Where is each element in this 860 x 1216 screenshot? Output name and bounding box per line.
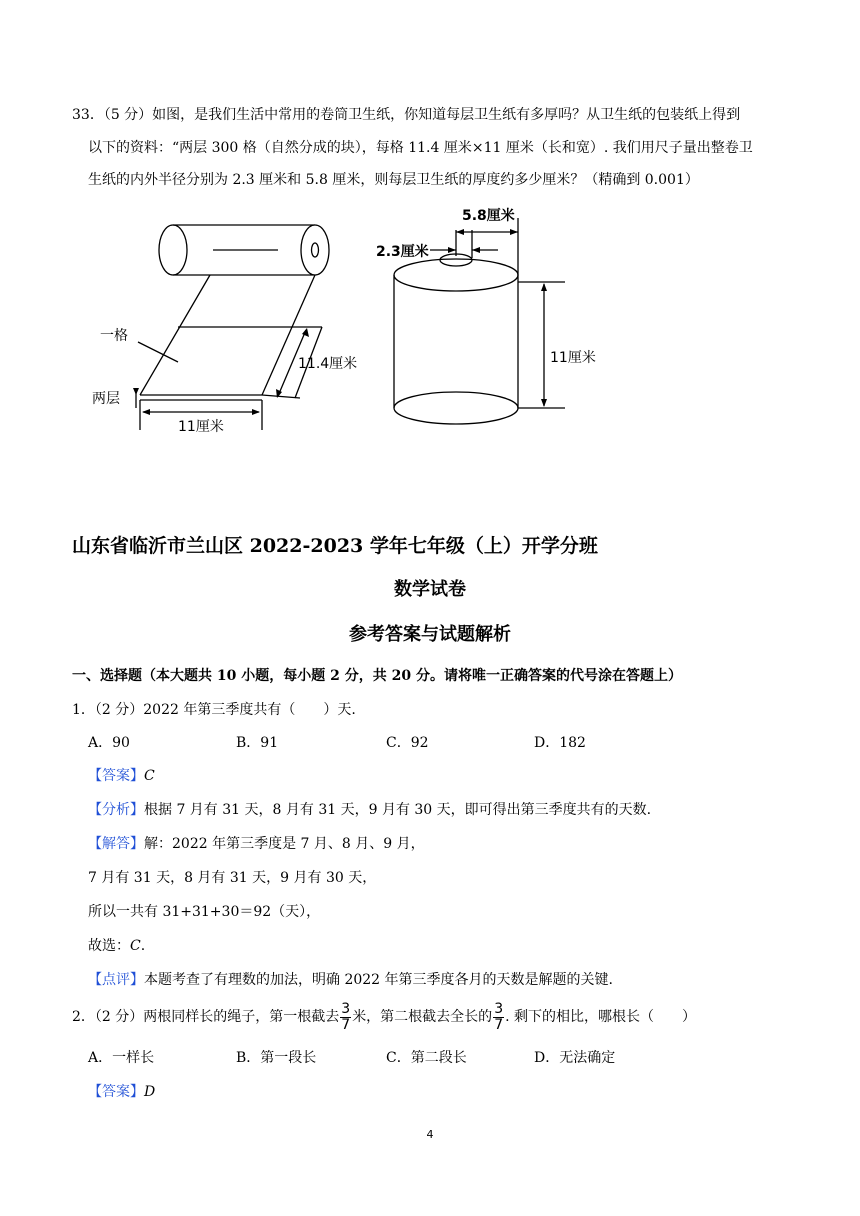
q2-stem-b: 米，第二根截去全长的 [352,1009,493,1025]
q1-stem: 1．（2 分）2022 年第三季度共有（ ）天. [72,702,356,718]
q2-option-b: B．第一段长 [236,1050,317,1066]
label-yige: 一格 [100,328,128,344]
analysis-text: 根据 7 月有 31 天，8 月有 31 天，9 月有 30 天，即可得出第三季度共有的天数. [144,802,652,818]
label-inner-radius: 2.3厘米 [376,244,429,260]
label-height: 11厘米 [550,350,596,366]
toilet-paper-figure [90,200,630,440]
q1-analysis [88,800,651,820]
q2-stem [72,1000,696,1034]
q1-solution-line-3: 所以一共有 31+31+30＝92（天）， [88,904,321,920]
q33-line-1: 33．（5 分）如图，是我们生活中常用的卷筒卫生纸，你知道每层卫生纸有多厚吗？从卫生纸的包装纸上得到 [72,107,741,123]
q1-option-c: C．92 [386,735,429,751]
label-liangceng: 两层 [92,391,120,407]
q2-answer [88,1082,155,1102]
answer-tag: 【答案】 [88,768,144,784]
q1-answer [88,766,155,786]
section-heading: 一、选择题（本大题共 10 小题，每小题 2 分，共 20 分。请将唯一正确答案的代号涂在答题上） [72,668,682,684]
comment-text: 本题考查了有理数的加法，明确 2022 年第三季度各月的天数是解题的关键. [144,972,613,988]
q1-comment [88,970,613,990]
q1-option-d: D．182 [534,735,586,751]
answer-value: C [144,768,155,784]
solution-text-1: 解：2022 年第三季度是 7 月、8 月、9 月， [144,836,425,852]
q1-option-a: A．90 [88,735,130,751]
analysis-tag: 【分析】 [88,802,144,818]
label-length-11-4: 11.4厘米 [298,356,358,372]
solution-4-choice: C [130,938,141,954]
fraction-1-numerator: 3 [341,1000,351,1017]
page-number: 4 [426,1128,434,1141]
q1-solution-line-2: 7 月有 31 天，8 月有 31 天，9 月有 30 天， [88,870,377,886]
q33-line-3: 生纸的内外半径分别为 2.3 厘米和 5.8 厘米，则每层卫生纸的厚度约多少厘米？（精确到 0.001） [88,172,699,188]
q33-line-2: 以下的资料：“两层 300 格（自然分成的块），每格 11.4 厘米×11 厘米（长和宽）. 我们用尺子量出整卷卫 [88,140,753,156]
q2-option-c: C．第二段长 [386,1050,467,1066]
q2-stem-c: . 剩下的相比，哪根长（ ） [505,1009,697,1025]
fraction-2-numerator: 3 [494,1000,504,1017]
solution-tag: 【解答】 [88,836,144,852]
fraction-2-denominator: 7 [494,1016,504,1033]
exam-subtitle: 数学试卷 [394,579,466,600]
q1-solution-line-1 [88,834,425,854]
q2-option-a: A．一样长 [88,1050,155,1066]
solution-4-suffix: . [140,938,146,954]
fraction-1-denominator: 7 [341,1016,351,1033]
q2-option-d: D．无法确定 [534,1050,616,1066]
answer-value: D [144,1084,156,1100]
q2-fraction-2 [493,1002,504,1033]
roll-sheet-drawing [133,225,329,430]
q1-option-b: B．91 [236,735,279,751]
exam-title: 山东省临沂市兰山区 2022-2023 学年七年级（上）开学分班 [72,535,598,557]
label-outer-radius: 5.8厘米 [462,208,515,224]
answers-heading: 参考答案与试题解析 [349,624,511,645]
solution-4-prefix: 故选： [88,938,130,954]
label-width-11: 11厘米 [178,419,224,435]
q2-stem-a: 2．（2 分）两根同样长的绳子，第一根截去 [72,1009,340,1025]
comment-tag: 【点评】 [88,972,144,988]
answer-tag: 【答案】 [88,1084,144,1100]
q1-solution-line-4 [88,936,145,956]
q2-fraction-1 [340,1002,351,1033]
